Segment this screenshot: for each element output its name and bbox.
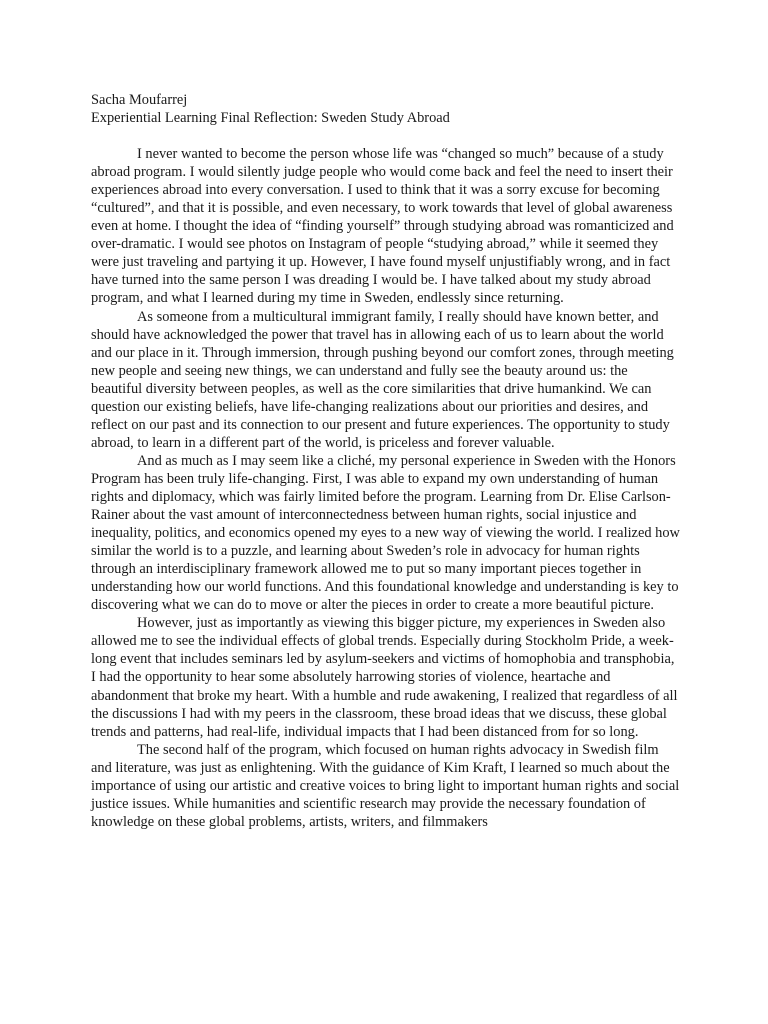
paragraph-4: However, just as importantly as viewing this bigger picture, my experiences in Sweden also allowed me to see the individual effects of global trends. Especially during Stockholm Pride, a week-long event that includes seminars led by asylum-seekers and victims of homophobia and transphobia, I had the opportunity to hear some absolutely harrowing stories of violence, heartache and abandonment that broke my heart. With a humble and rude awakening, I realized that regardless of all the discussions I had with my peers in the classroom, these broad ideas that we discuss, these global trends and patterns, had real-life, individual impacts that I had been distanced from for so long.: [91, 615, 678, 740]
header-spacer: [91, 127, 681, 145]
paragraph-2: As someone from a multicultural immigrant family, I really should have known better, and should have acknowledged the power that travel has in allowing each of us to learn about the world and our place in it. Through immersion, through pushing beyond our comfort zones, through meeting new people and seeing new things, we can understand and fully see the beauty around us: the beautiful diversity between peoples, as well as the core similarities that drive humankind. We can question our existing beliefs, have life-changing realizations about our priorities and desires, and reflect on our past and its connection to our present and future experiences. The opportunity to study abroad, to learn in a different part of the world, is priceless and forever valuable.: [91, 308, 674, 451]
paragraph-5: The second half of the program, which focused on human rights advocacy in Swedish film and literature, was just as enlightening. With the guidance of Kim Kraft, I learned so much about the importance of using our artistic and creative voices to bring light to important human rights and social justice issues. While humanities and scientific research may provide the necessary foundation of knowledge on these global problems, artists, writers, and filmmakers: [91, 741, 680, 830]
author-name: Sacha Moufarrej: [91, 92, 188, 108]
paragraph-1: I never wanted to become the person whose life was “changed so much” because of a study abroad program. I would silently judge people who would come back and feel the need to insert their experiences abroad into every conversation. I used to think that it was a sorry excuse for becoming “cultured”, and that it is possible, and even necessary, to work towards that level of global awareness even at home. I thought the idea of “finding yourself” through studying abroad was romanticized and over-dramatic. I would see photos on Instagram of people “studying abroad,” while it seemed they were just traveling and partying it up. However, I have found myself unjustifiably wrong, and in fact have turned into the same person I was dreading I would be. I have talked about my study abroad program, and what I learned during my time in Sweden, endlessly since returning.: [91, 146, 674, 307]
paragraph-3: And as much as I may seem like a cliché, my personal experience in Sweden with the Honors Program has been truly life-changing. First, I was able to expand my own understanding of human rights and diplomacy, which was fairly limited before the program. Learning from Dr. Elise Carlson-Rainer about the vast amount of interconnectedness between human rights, social injustice and inequality, politics, and economics opened my eyes to a new way of viewing the world. I realized how similar the world is to a puzzle, and learning about Sweden’s role in advocacy for human rights through an interdisciplinary framework allowed me to put so many important pieces together in understanding how our world functions. And this foundational knowledge and understanding is key to discovering what we can do to move or alter the pieces in order to create a more beautiful picture.: [91, 452, 680, 614]
document-body: [91, 91, 681, 831]
document-title: Experiential Learning Final Reflection: Sweden Study Abroad: [91, 110, 450, 127]
